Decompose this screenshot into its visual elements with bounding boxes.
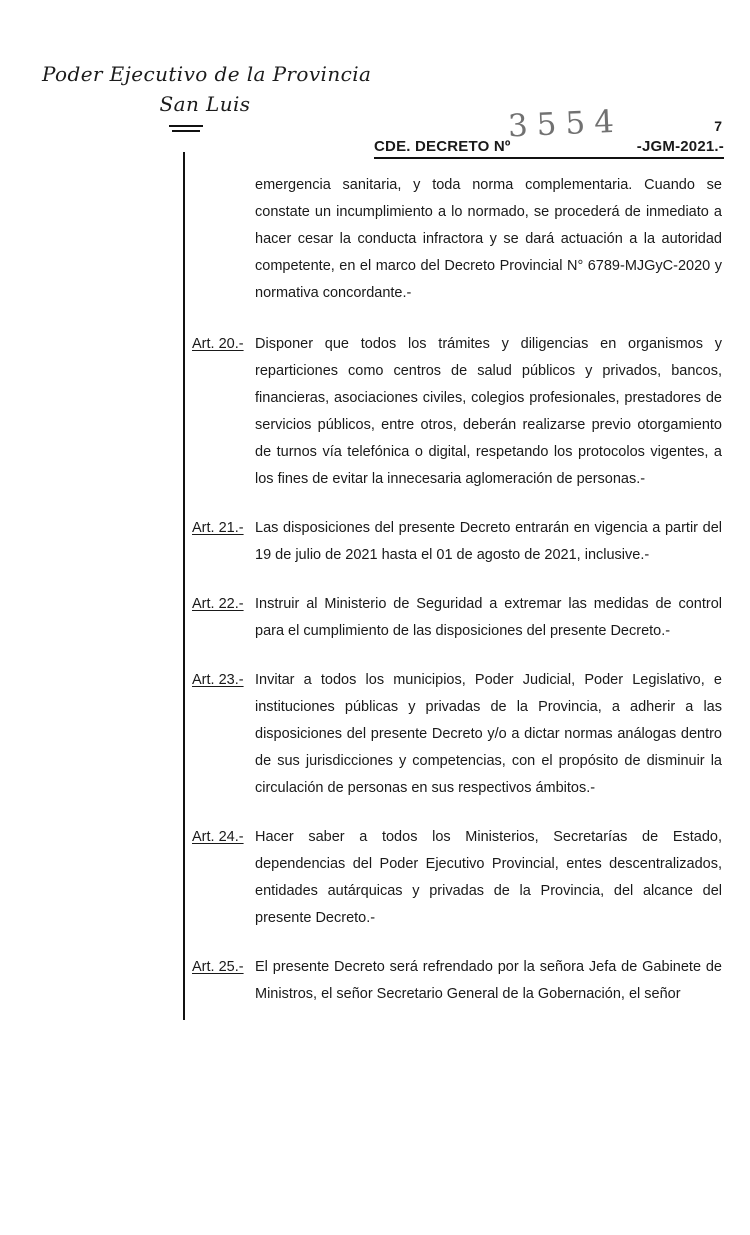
article-label: Art. 24.- bbox=[192, 829, 244, 845]
paragraph-continuation bbox=[192, 172, 722, 307]
letterhead bbox=[42, 62, 372, 132]
article-24 bbox=[192, 824, 722, 932]
page-number: 7 bbox=[714, 118, 722, 134]
left-margin-rule bbox=[183, 152, 185, 1020]
article-text: emergencia sanitaria, y toda norma complementaria. Cuando se constate un incumplimiento a lo normado, se procederá de inmediato a hacer cesar la conducta infractora y se dará actuación a la autoridad competente, en el marco del Decreto Provincial N° 6789-MJGyC-2020 y normativa concordante.- bbox=[255, 177, 722, 301]
decree-header bbox=[374, 138, 724, 159]
letterhead-line-2: San Luis bbox=[159, 92, 251, 116]
document-body bbox=[192, 172, 722, 1030]
letterhead-double-rule bbox=[169, 125, 203, 132]
article-25 bbox=[192, 954, 722, 1008]
article-label: Art. 21.- bbox=[192, 520, 244, 536]
article-21 bbox=[192, 515, 722, 569]
letterhead-line-1: Poder Ejecutivo de la Provincia bbox=[42, 62, 372, 86]
article-20 bbox=[192, 331, 722, 493]
article-text: Instruir al Ministerio de Seguridad a extremar las medidas de control para el cumplimiento de las disposiciones del presente Decreto.- bbox=[255, 596, 722, 639]
article-text: El presente Decreto será refrendado por la señora Jefa de Gabinete de Ministros, el señor Secretario General de la Gobernación, el señor bbox=[255, 959, 722, 1002]
article-22 bbox=[192, 591, 722, 645]
handwritten-decree-number: 3554 bbox=[507, 103, 624, 145]
decree-header-label: CDE. DECRETO Nº bbox=[374, 138, 511, 155]
article-23 bbox=[192, 667, 722, 802]
letterhead-rule-bottom bbox=[172, 130, 200, 132]
article-text: Invitar a todos los municipios, Poder Judicial, Poder Legislativo, e instituciones públicas y privadas de la Provincia, a adherir a las disposiciones del presente Decreto y/o a dictar normas análogas dentro de sus jurisdicciones y competencias, con el propósito de disminuir la circulación de personas en sus respectivos ámbitos.- bbox=[255, 672, 722, 796]
article-text: Hacer saber a todos los Ministerios, Secretarías de Estado, dependencias del Poder Ejecutivo Provincial, entes descentralizados, entidades autárquicas y privadas de la Provincia, del alcance del presente Decreto.- bbox=[255, 829, 722, 926]
article-text: Disponer que todos los trámites y diligencias en organismos y reparticiones como centros de salud públicos y privados, bancos, financieras, asociaciones civiles, colegios profesionales, prestadores de servicios públicos, entre otros, deberán realizarse previo otorgamiento de turnos vía telefónica o digital, respetando los protocolos vigentes, a los fines de evitar la innecesaria aglomeración de personas.- bbox=[255, 336, 722, 487]
decree-header-suffix: -JGM-2021.- bbox=[636, 138, 724, 155]
article-label: Art. 20.- bbox=[192, 336, 244, 352]
article-label: Art. 22.- bbox=[192, 596, 244, 612]
article-label: Art. 25.- bbox=[192, 959, 244, 975]
letterhead-rule-top bbox=[169, 125, 203, 127]
article-text: Las disposiciones del presente Decreto entrarán en vigencia a partir del 19 de julio de 2021 hasta el 01 de agosto de 2021, inclusive.- bbox=[255, 520, 722, 563]
article-label: Art. 23.- bbox=[192, 672, 244, 688]
